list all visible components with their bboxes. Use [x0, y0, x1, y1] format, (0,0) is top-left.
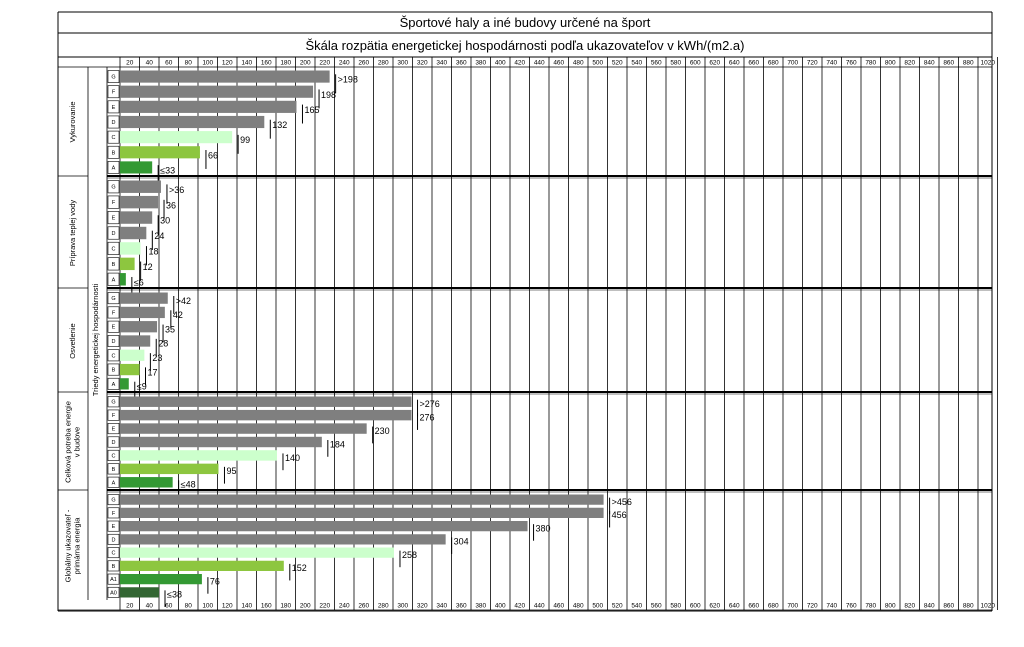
x-tick-label-bottom: 820: [904, 602, 916, 610]
x-tick-label-top: 640: [728, 59, 740, 67]
class-letter: B: [111, 466, 116, 473]
value-label: 304: [453, 536, 469, 547]
bar-e: [120, 101, 296, 113]
bar-c: [120, 131, 232, 143]
value-label: 99: [240, 135, 251, 146]
x-tick-label-bottom: 380: [475, 602, 487, 610]
x-tick-label-bottom: 300: [397, 602, 409, 610]
value-label: 276: [419, 412, 435, 423]
x-tick-label-bottom: 100: [202, 602, 214, 610]
x-tick-label-bottom: 580: [670, 602, 682, 610]
x-tick-label-top: 560: [650, 59, 662, 67]
class-letter: F: [111, 510, 116, 517]
value-label: ≤6: [133, 277, 144, 288]
y-axis-label: Triedy energetickej hospodárnosti: [91, 283, 100, 397]
x-tick-label-top: 780: [865, 59, 877, 67]
bar-c: [120, 350, 144, 361]
class-letter: F: [111, 310, 116, 317]
bar-d: [120, 227, 146, 239]
value-label: 132: [272, 120, 288, 131]
value-label: >36: [168, 184, 185, 195]
value-label: 28: [158, 338, 169, 349]
class-letter: C: [111, 135, 116, 142]
class-letter: E: [111, 524, 116, 531]
value-label: 35: [165, 324, 176, 335]
x-tick-label-bottom: 720: [806, 602, 818, 610]
value-label: 66: [207, 150, 218, 161]
class-letter: F: [111, 413, 116, 420]
class-letter: D: [111, 537, 116, 544]
value-label: ≤33: [160, 165, 176, 176]
value-label: 165: [304, 104, 320, 115]
class-letter: C: [111, 453, 116, 460]
class-letter: A: [111, 381, 116, 388]
bar-a: [120, 477, 173, 487]
x-tick-label-bottom: 20: [126, 602, 134, 610]
value-label: 17: [147, 367, 158, 378]
bar-e: [120, 321, 157, 332]
value-label: ≤48: [180, 479, 196, 490]
class-letter: G: [111, 184, 116, 191]
bar-b: [120, 146, 200, 158]
bar-e: [120, 423, 367, 433]
bar-g: [120, 397, 412, 407]
bar-g: [120, 181, 161, 193]
x-tick-label-top: 300: [397, 59, 409, 67]
x-tick-label-top: 280: [377, 59, 389, 67]
class-letter: B: [111, 150, 116, 157]
x-tick-label-bottom: 540: [631, 602, 643, 610]
section-label: Vykurovanie: [68, 101, 77, 143]
x-tick-label-top: 60: [165, 59, 173, 67]
bar-a: [120, 378, 129, 389]
x-tick-label-top: 720: [806, 59, 818, 67]
section-label: primárna energia: [72, 517, 82, 575]
section-label: Celková potreba energie: [63, 401, 73, 483]
class-letter: D: [111, 440, 116, 446]
x-tick-label-bottom: 500: [592, 602, 604, 610]
x-tick-label-top: 40: [145, 59, 153, 67]
class-letter: A: [111, 480, 116, 487]
bar-d: [120, 534, 446, 544]
class-letter: G: [111, 296, 116, 303]
class-letter: A0: [110, 590, 117, 597]
x-tick-label-bottom: 280: [377, 602, 389, 610]
x-tick-label-top: 480: [572, 59, 584, 67]
value-label: >42: [175, 295, 192, 306]
x-tick-label-bottom: 400: [494, 602, 506, 610]
x-tick-label-bottom: 780: [865, 602, 877, 610]
value-label: 380: [535, 523, 551, 534]
bar-f: [120, 86, 313, 98]
x-tick-label-bottom: 560: [650, 602, 662, 610]
value-label: 152: [291, 563, 307, 574]
x-tick-label-top: 320: [416, 59, 428, 67]
bar-d: [120, 335, 150, 346]
x-tick-label-bottom: 1020: [980, 602, 995, 610]
class-letter: E: [111, 104, 116, 111]
bar-c: [120, 242, 140, 254]
x-tick-label-bottom: 800: [884, 602, 896, 610]
value-label: 76: [209, 576, 220, 587]
x-tick-label-top: 600: [689, 59, 701, 67]
x-tick-label-bottom: 40: [145, 602, 153, 610]
x-tick-label-bottom: 60: [165, 602, 173, 610]
value-label: >198: [337, 74, 358, 85]
value-label: >456: [611, 496, 632, 507]
value-label: 18: [148, 246, 159, 257]
value-label: 258: [401, 549, 418, 560]
class-letter: C: [111, 550, 116, 557]
x-tick-label-bottom: 640: [728, 602, 740, 610]
section-label: Osvetlenie: [68, 323, 77, 359]
section-label: v budove: [72, 426, 82, 458]
value-label: 140: [284, 452, 301, 463]
x-tick-label-top: 100: [202, 59, 214, 67]
x-tick-label-top: 500: [592, 59, 604, 67]
section-label: Príprava teplej vody: [68, 199, 77, 267]
x-tick-label-top: 820: [904, 59, 916, 67]
x-tick-label-bottom: 240: [338, 602, 350, 610]
value-label: 184: [329, 439, 345, 450]
x-tick-label-bottom: 740: [826, 602, 838, 610]
value-label: 42: [172, 310, 183, 321]
x-tick-label-top: 200: [299, 59, 311, 67]
x-tick-label-top: 660: [748, 59, 760, 67]
x-tick-label-bottom: 340: [436, 602, 448, 610]
bar-e: [120, 521, 528, 531]
bar-g: [120, 495, 604, 505]
x-tick-label-bottom: 460: [553, 602, 565, 610]
class-letter: E: [111, 215, 116, 222]
x-tick-label-top: 880: [962, 59, 974, 67]
x-tick-label-bottom: 140: [241, 602, 253, 610]
bar-e: [120, 211, 152, 223]
x-tick-label-top: 580: [670, 59, 682, 67]
value-label: 30: [160, 215, 171, 226]
x-tick-label-top: 120: [221, 59, 233, 67]
value-label: 23: [152, 353, 163, 363]
bar-g: [120, 71, 330, 83]
x-tick-label-top: 860: [943, 59, 955, 67]
x-tick-label-top: 460: [553, 59, 565, 67]
class-letter: D: [111, 231, 116, 237]
x-tick-label-top: 380: [475, 59, 487, 67]
x-tick-label-top: 160: [260, 59, 272, 67]
x-tick-label-bottom: 320: [416, 602, 428, 610]
x-tick-label-bottom: 700: [787, 602, 799, 610]
x-tick-label-top: 360: [455, 59, 467, 67]
x-tick-label-top: 80: [184, 59, 192, 67]
x-tick-label-top: 740: [826, 59, 838, 67]
class-letter: D: [111, 120, 116, 126]
x-tick-label-top: 680: [767, 59, 779, 67]
x-tick-label-bottom: 840: [923, 602, 935, 610]
x-tick-label-top: 340: [436, 59, 448, 67]
class-letter: C: [111, 246, 116, 253]
chart-title: Športové haly a iné budovy určené na šport: [399, 15, 651, 30]
x-tick-label-bottom: 520: [611, 602, 623, 610]
bar-b: [120, 464, 218, 474]
class-letter: A1: [110, 577, 117, 584]
x-tick-label-top: 540: [631, 59, 643, 67]
bar-a0: [120, 587, 159, 597]
x-tick-label-top: 520: [611, 59, 623, 67]
x-tick-label-top: 700: [787, 59, 799, 67]
class-letter: B: [111, 367, 116, 374]
x-tick-label-top: 760: [845, 59, 857, 67]
section-label: Globálny ukazovateľ -: [63, 509, 73, 583]
bar-b: [120, 258, 135, 270]
value-label: 24: [154, 231, 165, 242]
bar-f: [120, 508, 604, 518]
x-tick-label-bottom: 120: [221, 602, 233, 610]
value-label: 230: [374, 425, 390, 436]
x-tick-label-top: 800: [884, 59, 896, 67]
bar-a: [120, 161, 152, 173]
class-letter: C: [111, 353, 116, 360]
value-label: ≤9: [136, 381, 147, 392]
bar-a: [120, 273, 126, 285]
value-label: >276: [419, 399, 440, 410]
x-tick-label-top: 400: [494, 59, 506, 67]
bar-g: [120, 293, 168, 304]
bar-f: [120, 307, 165, 318]
value-label: 95: [226, 466, 237, 477]
x-tick-label-bottom: 620: [709, 602, 721, 610]
class-letter: A: [111, 165, 116, 172]
bar-b: [120, 364, 140, 375]
x-tick-label-bottom: 440: [533, 602, 545, 610]
x-tick-label-bottom: 360: [455, 602, 467, 610]
class-letter: E: [111, 426, 116, 433]
class-letter: F: [111, 200, 116, 207]
class-letter: G: [111, 74, 116, 81]
x-tick-label-top: 620: [709, 59, 721, 67]
bar-b: [120, 561, 284, 571]
x-tick-label-top: 260: [358, 59, 370, 67]
class-letter: F: [111, 89, 116, 96]
value-label: 36: [166, 200, 177, 211]
value-label: 198: [321, 89, 337, 100]
value-label: ≤38: [167, 589, 182, 600]
x-tick-label-top: 420: [514, 59, 526, 67]
x-tick-label-top: 140: [241, 59, 253, 67]
x-tick-label-bottom: 160: [260, 602, 272, 610]
x-tick-label-top: 180: [280, 59, 292, 67]
x-tick-label-bottom: 760: [845, 602, 857, 610]
x-tick-label-top: 20: [126, 59, 134, 67]
chart-subtitle: Škála rozpätia energetickej hospodárnosti podľa ukazovateľov v kWh/(m2.a): [305, 38, 745, 53]
x-tick-label-top: 840: [923, 59, 935, 67]
x-tick-label-top: 1020: [980, 59, 995, 67]
bar-d: [120, 116, 264, 128]
x-tick-label-bottom: 180: [280, 602, 292, 610]
class-letter: D: [111, 339, 116, 345]
class-letter: B: [111, 261, 116, 268]
class-letter: E: [111, 324, 116, 331]
class-letter: B: [111, 563, 116, 570]
x-tick-label-top: 220: [319, 59, 331, 67]
bar-a1: [120, 574, 202, 584]
x-tick-label-bottom: 220: [319, 602, 331, 610]
x-tick-label-bottom: 260: [358, 602, 370, 610]
value-label: 456: [611, 510, 627, 521]
x-tick-label-bottom: 680: [767, 602, 779, 610]
bar-f: [120, 410, 412, 420]
x-tick-label-bottom: 860: [943, 602, 955, 610]
x-tick-label-bottom: 80: [184, 602, 192, 610]
x-tick-label-top: 440: [533, 59, 545, 67]
bar-c: [120, 450, 277, 460]
x-tick-label-bottom: 420: [514, 602, 526, 610]
bar-d: [120, 437, 322, 447]
class-letter: G: [111, 497, 116, 504]
class-letter: A: [111, 277, 116, 284]
bar-c: [120, 548, 394, 558]
x-tick-label-bottom: 880: [962, 602, 974, 610]
x-tick-label-bottom: 480: [572, 602, 584, 610]
class-letter: G: [111, 399, 116, 406]
bar-f: [120, 196, 158, 208]
x-tick-label-bottom: 660: [748, 602, 760, 610]
x-tick-label-bottom: 600: [689, 602, 701, 610]
value-label: 12: [142, 262, 153, 273]
x-tick-label-top: 240: [338, 59, 350, 67]
x-tick-label-bottom: 200: [299, 602, 311, 610]
